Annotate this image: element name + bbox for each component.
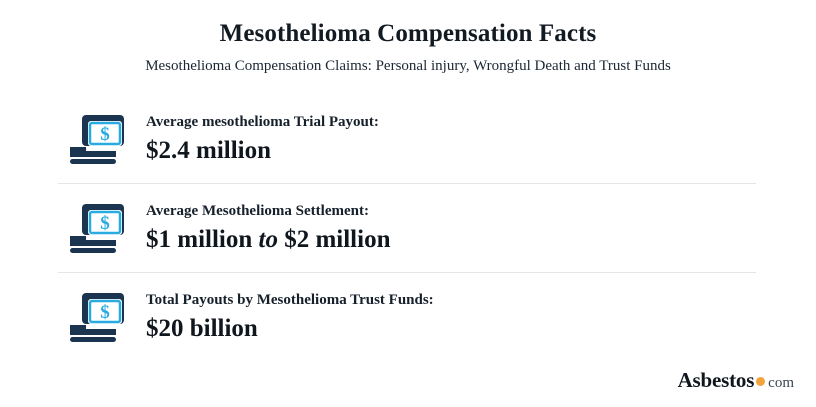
fact-value [146, 137, 756, 166]
list-item [58, 95, 756, 183]
fact-label: Average Mesothelioma Settlement: [146, 202, 369, 219]
money-laptop-icon [58, 200, 136, 256]
orange-dot-icon [756, 377, 765, 386]
page-title: Mesothelioma Compensation Facts [219, 20, 597, 47]
fact-label: Average mesothelioma Trial Payout: [146, 113, 379, 130]
fact-text [136, 202, 756, 255]
list-item [58, 272, 756, 361]
svg-text:$: $ [100, 213, 110, 234]
svg-text:$: $ [100, 302, 110, 323]
fact-text [136, 291, 756, 344]
fact-value-prefix: $20 billion [146, 314, 258, 342]
facts-list [0, 95, 816, 361]
money-laptop-icon [58, 111, 136, 167]
fact-label: Total Payouts by Mesothelioma Trust Funds: [146, 291, 434, 308]
fact-value-conjunction: to [252, 225, 285, 253]
list-item [58, 183, 756, 272]
fact-value-suffix: $2 million [284, 225, 391, 253]
svg-text:$: $ [100, 124, 110, 145]
brand-tld: com [768, 375, 794, 391]
fact-value [146, 315, 756, 344]
fact-value [146, 226, 756, 255]
fact-value-prefix: $1 million [146, 225, 253, 253]
brand-logo [678, 368, 794, 393]
fact-text [136, 113, 756, 166]
brand-name: Asbestos [677, 368, 755, 392]
money-laptop-icon [58, 289, 136, 345]
page-subtitle: Mesothelioma Compensation Claims: Personal injury, Wrongful Death and Trust Funds [145, 58, 671, 74]
fact-value-prefix: $2.4 million [146, 136, 272, 164]
